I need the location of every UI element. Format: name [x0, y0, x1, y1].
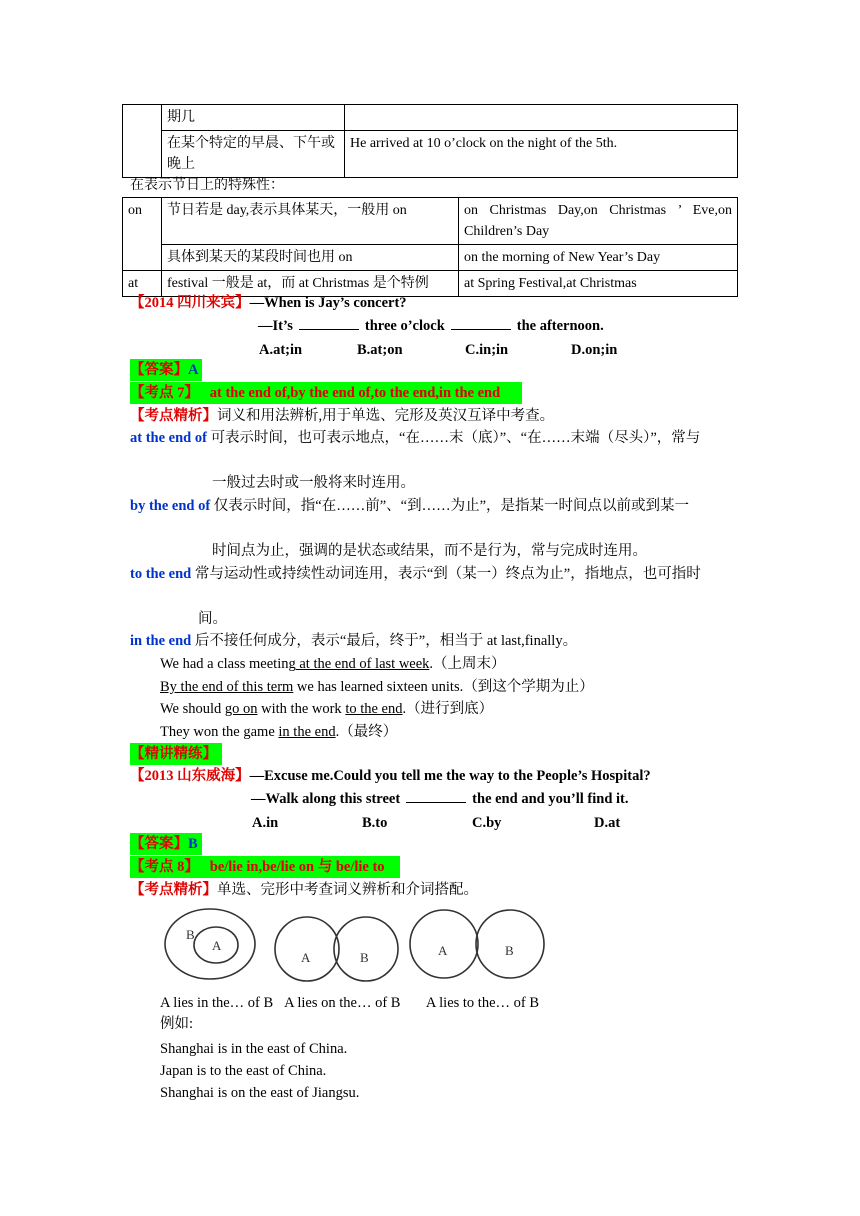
table-cell: 节日若是 day,表示具体某天，一般用 on — [162, 198, 459, 245]
answer-1: 【答案】A — [130, 359, 202, 381]
term-in-the-end: in the end 后不接任何成分，表示“最后，终于”，相当于 at last,finally。 — [130, 633, 578, 649]
option-a: A.in — [252, 815, 279, 831]
circle-b — [334, 917, 398, 981]
diagram-label: B — [186, 927, 195, 942]
point-7-analysis: 【考点精析】词义和用法辨析,用于单选、完形及英汉互译中考查。 — [130, 408, 555, 424]
option-d: D.on;in — [571, 342, 618, 358]
term-to-the-end-cont: 间。 — [198, 611, 227, 627]
answer-blank — [406, 788, 466, 803]
point-7-heading: 【考点 7】 at the end of,by the end of,to the end,in the end — [130, 382, 522, 404]
table-cell: 在某个特定的早晨、下午或晚上 — [162, 131, 345, 178]
option-c: C.by — [472, 815, 502, 831]
example-sentence: They won the game in the end.（最终） — [160, 724, 398, 740]
table-cell: on the morning of New Year’s Day — [459, 245, 738, 271]
option-d: D.at — [594, 815, 621, 831]
point-8-heading: 【考点 8】 be/lie in,be/lie on 与 be/lie to — [130, 856, 400, 878]
option-c: C.in;in — [465, 342, 509, 358]
table-cell: He arrived at 10 o’clock on the night of the 5th. — [345, 131, 738, 178]
option-b: B.to — [362, 815, 388, 831]
term-to-the-end: to the end 常与运动性或持续性动词连用，表示“到（某一）终点为止”，指地点，也可指时 — [130, 566, 701, 582]
question-1-line2: —It’s three o’clock the afternoon. — [258, 315, 604, 337]
table-cell-empty — [123, 105, 162, 178]
table-cell: 期几 — [162, 105, 345, 131]
example-sentence: Shanghai is on the east of Jiangsu. — [160, 1085, 360, 1101]
table-cell-on: on — [123, 198, 162, 271]
diagram-caption: A lies in the… of B A lies on the… of B A lies to the… of B — [160, 995, 540, 1011]
point-8-analysis: 【考点精析】单选、完形中考查词义辨析和介词搭配。 — [130, 882, 478, 898]
table-cell: 具体到某天的某段时间也用 on — [162, 245, 459, 271]
festival-preposition-table — [122, 197, 738, 297]
diagram-label: A — [438, 943, 448, 958]
table-cell: on Christmas Day,on Christmas ’ Eve,on Children’s Day — [459, 198, 738, 245]
diagram-label: B — [505, 943, 514, 958]
table-caption: 在表示节日上的特殊性： — [130, 178, 284, 193]
diagram-label: A — [212, 938, 222, 953]
table-cell — [345, 105, 738, 131]
question-1-line1: 【2014 四川来宾】—When is Jay’s concert? — [130, 295, 407, 311]
example-sentence: Shanghai is in the east of China. — [160, 1041, 348, 1057]
example-label: 例如: — [160, 1016, 194, 1032]
example-sentence: We had a class meeting at the end of last week.（上周末） — [160, 656, 506, 672]
option-b: B.at;on — [357, 342, 403, 358]
term-by-the-end-of: by the end of 仅表示时间，指“在……前”、“到……为止”，是指某一时间点以前或到某一 — [130, 498, 690, 514]
example-sentence: We should go on with the work to the end.（进行到底） — [160, 701, 494, 717]
answer-2: 【答案】B — [130, 833, 202, 855]
option-a: A.at;in — [259, 342, 303, 358]
term-by-the-end-of-cont: 时间点为止，强调的是状态或结果，而不是行为，常与完成时连用。 — [212, 543, 647, 559]
circle-b-outer — [165, 909, 255, 979]
question-source: 【2013 山东威海】 — [130, 768, 250, 784]
table-cell: at Spring Festival,at Christmas — [459, 271, 738, 297]
answer-blank — [299, 315, 359, 330]
position-diagram — [160, 902, 560, 990]
table-cell-at: at — [123, 271, 162, 297]
example-sentence: By the end of this term we has learned sixteen units.（到这个学期为止） — [160, 679, 594, 695]
diagram-label: A — [301, 950, 311, 965]
table-cell: festival 一般是 at，而 at Christmas 是个特例 — [162, 271, 459, 297]
term-at-the-end-of: at the end of 可表示时间，也可表示地点，“在……末（底）”、“在……末端（尽头）”，常与 — [130, 430, 701, 446]
example-sentence: Japan is to the east of China. — [160, 1063, 327, 1079]
answer-blank — [451, 315, 511, 330]
question-2-line1: 【2013 山东威海】—Excuse me.Could you tell me the way to the People’s Hospital? — [130, 768, 651, 784]
question-source: 【2014 四川来宾】 — [130, 295, 250, 311]
circle-a — [275, 917, 339, 981]
time-preposition-table — [122, 104, 738, 178]
diagram-label: B — [360, 950, 369, 965]
practice-heading: 【精讲精练】 — [130, 743, 222, 765]
question-2-line2: —Walk along this street the end and you’ll find it. — [251, 788, 629, 810]
term-at-the-end-of-cont: 一般过去时或一般将来时连用。 — [212, 475, 415, 491]
